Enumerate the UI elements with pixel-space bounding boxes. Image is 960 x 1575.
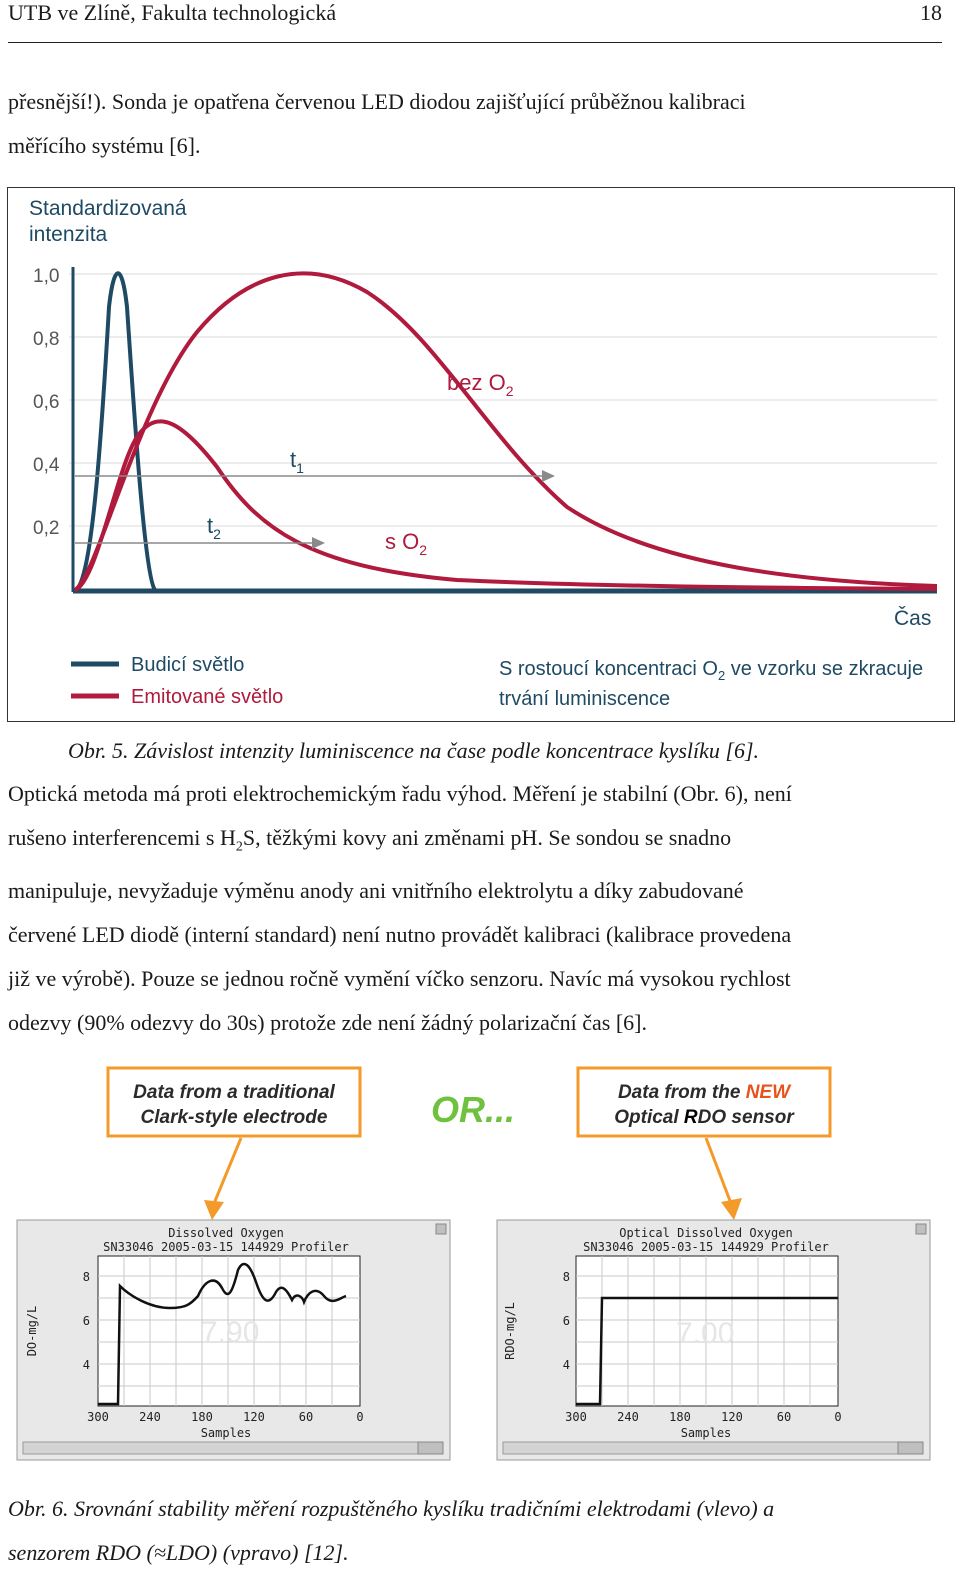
arrow-left-line xyxy=(213,1138,241,1206)
right-xtick-240: 240 xyxy=(617,1410,639,1424)
right-xtick-0: 0 xyxy=(834,1410,842,1424)
left-do-panel xyxy=(17,1220,450,1460)
left-xtick-300: 300 xyxy=(87,1410,109,1424)
right-xtick-120: 120 xyxy=(721,1410,743,1424)
right-scroll-end-button[interactable] xyxy=(898,1442,923,1454)
left-x-label: Samples xyxy=(200,1426,252,1440)
figure-6-caption xyxy=(8,1487,942,1575)
left-xtick-120: 120 xyxy=(243,1410,265,1424)
left-panel-corner-button[interactable] xyxy=(436,1224,446,1234)
note-line-1: S rostoucí koncentraci $O_2$ ve vzorku se zkracuje xyxy=(499,658,924,683)
intro-line-1: přesnější!). Sonda je opatřena červenou LED diodou zajišťující průběžnou kalibraci xyxy=(8,89,746,114)
left-ytick-8: 8 xyxy=(82,1270,90,1284)
body-paragraph xyxy=(8,772,942,1045)
right-panel-subtitle: SN33046 2005-03-15 144929 Profiler xyxy=(583,1240,829,1254)
right-ytick-8: 8 xyxy=(562,1270,570,1284)
t1-label: $t_1$ xyxy=(290,447,304,476)
left-ytick-4: 4 xyxy=(82,1358,90,1372)
left-xtick-0: 0 xyxy=(356,1410,364,1424)
right-panel-corner-button[interactable] xyxy=(916,1224,926,1234)
legend-emit-label: Emitované světlo xyxy=(131,686,284,708)
intro-line-2: měřícího systému [6]. xyxy=(8,133,201,158)
figure-6-caption-line-1: Obr. 6. Srovnání stability měření rozpuštěného kyslíku tradičními elektrodami (vlevo) a xyxy=(8,1496,775,1521)
figure-6-caption-line-2: senzorem RDO (≈LDO) (vpravo) [12]. xyxy=(8,1540,349,1565)
box-new-line-1: Data from the NEW xyxy=(617,1082,791,1103)
right-ytick-6: 6 xyxy=(562,1314,570,1328)
label-with-o2: s $O_2$ xyxy=(385,529,428,558)
body-line-3: manipuluje, nevyžaduje výměnu anody ani vnitřního elektrolytu a díky zabudované xyxy=(8,878,744,904)
right-scrollbar[interactable] xyxy=(503,1442,923,1454)
right-xtick-300: 300 xyxy=(565,1410,587,1424)
label-without-o2: bez $O_2$ xyxy=(447,370,514,399)
right-rdo-panel xyxy=(497,1220,930,1460)
figure-5-luminescence-chart xyxy=(7,187,955,722)
legend-excite-label: Budicí světlo xyxy=(131,654,245,676)
figure-6-comparison xyxy=(0,1060,960,1470)
y-tick-0-2: 0,2 xyxy=(33,518,60,539)
y-axis-label-2: intenzita xyxy=(29,223,108,246)
left-ytick-6: 6 xyxy=(82,1314,90,1328)
left-scrollbar[interactable] xyxy=(23,1442,443,1454)
body-line-4: červené LED diodě (interní standard) není nutno provádět kalibraci (kalibrace provedena xyxy=(8,922,792,948)
right-panel-title: Optical Dissolved Oxygen xyxy=(619,1226,793,1240)
body-line-2: rušeno interferencemi s $H_2S$, těžkými kovy ani změnami pH. Se sondou se snadno xyxy=(8,825,732,855)
page-header xyxy=(8,0,942,43)
figure-5-caption: Obr. 5. Závislost intenzity luminiscence na čase podle koncentrace kyslíku [6]. xyxy=(68,738,760,763)
body-line-5: již ve výrobě). Pouze se jednou ročně vymění víčko senzoru. Navíc má vysokou rychlost xyxy=(8,966,791,992)
y-tick-1-0: 1,0 xyxy=(33,266,60,287)
left-plot-value: 7.90 xyxy=(201,1316,260,1349)
left-xtick-180: 180 xyxy=(191,1410,213,1424)
right-ytick-4: 4 xyxy=(562,1358,570,1372)
right-plot-value: 7.00 xyxy=(676,1317,735,1350)
left-panel-subtitle: SN33046 2005-03-15 144929 Profiler xyxy=(103,1240,349,1254)
y-axis-label-1: Standardizovaná xyxy=(29,197,187,220)
y-tick-0-6: 0,6 xyxy=(33,392,60,413)
box-new-line-2: Optical RDO sensor xyxy=(614,1107,794,1128)
right-xtick-180: 180 xyxy=(669,1410,691,1424)
t2-label: $t_2$ xyxy=(207,513,221,542)
y-tick-0-4: 0,4 xyxy=(33,455,60,476)
body-line-6: odezvy (90% odezvy do 30s) protože zde není žádný polarizační čas [6]. xyxy=(8,1010,647,1036)
arrow-right-head xyxy=(721,1198,742,1220)
intro-paragraph xyxy=(8,80,942,168)
box-traditional-line-1: Data from a traditional xyxy=(133,1082,335,1103)
right-xtick-60: 60 xyxy=(776,1410,792,1424)
or-label: OR... xyxy=(430,1089,516,1130)
left-y-label: DO-mg/L xyxy=(25,1305,39,1357)
arrow-left-head xyxy=(204,1200,224,1220)
right-x-label: Samples xyxy=(680,1426,732,1440)
note-line-2: trvání luminiscence xyxy=(499,688,671,710)
right-y-label: RDO-mg/L xyxy=(503,1302,517,1360)
left-panel-title: Dissolved Oxygen xyxy=(168,1226,284,1240)
body-line-1: Optická metoda má proti elektrochemickým řadu výhod. Měření je stabilní (Obr. 6), není xyxy=(8,781,792,806)
left-xtick-60: 60 xyxy=(298,1410,314,1424)
box-traditional-line-2: Clark-style electrode xyxy=(140,1107,328,1128)
header-title: UTB ve Zlíně, Fakulta technologická xyxy=(8,0,337,25)
y-tick-0-8: 0,8 xyxy=(33,329,60,350)
page-number: 18 xyxy=(920,0,942,25)
left-scroll-end-button[interactable] xyxy=(418,1442,443,1454)
left-xtick-240: 240 xyxy=(139,1410,161,1424)
figure-5-frame xyxy=(8,188,955,722)
time-axis-label: Čas xyxy=(894,607,932,630)
arrow-right-line xyxy=(706,1138,732,1206)
